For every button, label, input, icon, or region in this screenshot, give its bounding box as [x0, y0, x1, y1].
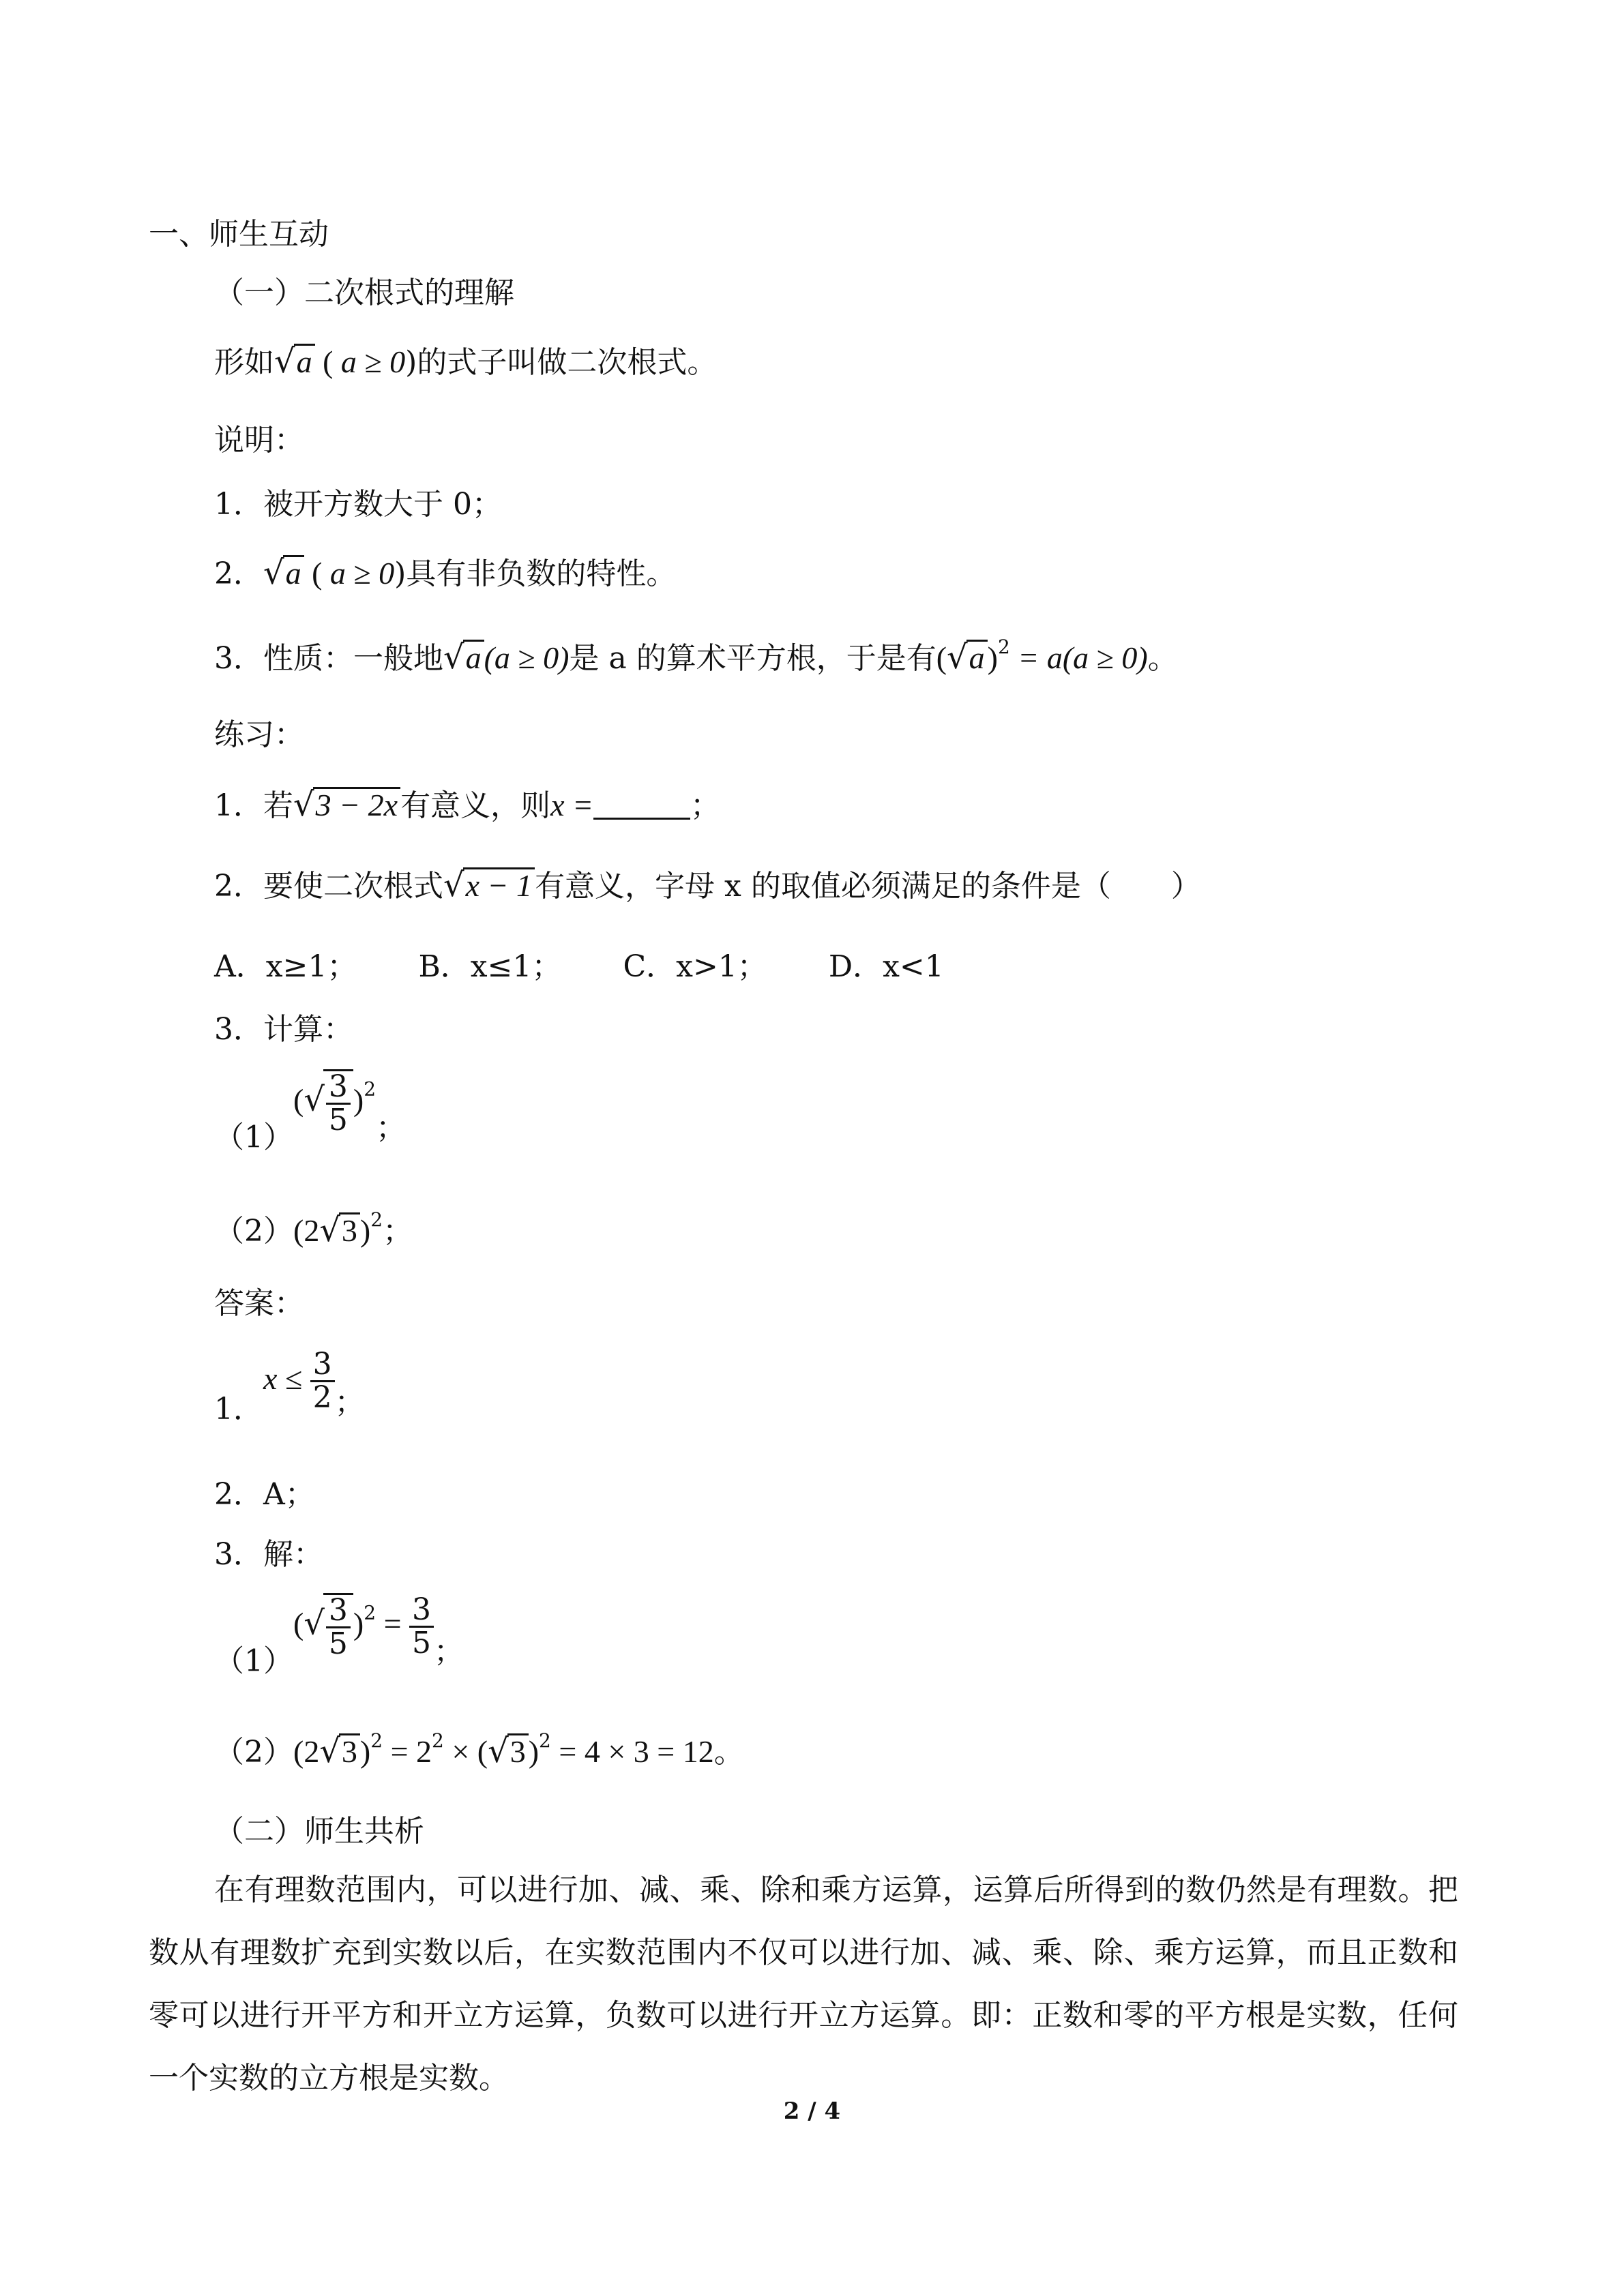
- note-label: 说明：: [214, 423, 304, 458]
- subsection-heading-2: （二）师生共析: [214, 1814, 424, 1849]
- note-1: 1．被开方数大于 0；: [214, 487, 502, 522]
- answer-2: 2．A；: [214, 1477, 315, 1512]
- practice-q3-part2: $(2)(2√3)^2$；: [214, 1208, 413, 1249]
- practice-q1: 1．若√3 − 2x有意义，则x = ；: [214, 786, 721, 824]
- answer-blank: [593, 788, 690, 820]
- answer-3: 3．解：: [214, 1537, 323, 1572]
- section-heading: 一、师生互动: [149, 217, 329, 252]
- practice-label: 练习：: [214, 717, 304, 752]
- option-c: C．x>1；: [623, 949, 767, 984]
- practice-q2: 2．要使二次根式√x − 1有意义，字母 x 的取值必须满足的条件是（ ）: [214, 866, 1201, 904]
- option-b: B．x≤1；: [418, 949, 562, 984]
- note-3: 3．性质：一般地√a(a ≥ 0)是 a 的算术平方根，于是有$(√a)^2 = a(a \ge 0)$。: [214, 636, 1178, 676]
- definition-line: 形如√a ( a ≥ 0)的式子叫做二次根式。: [214, 342, 718, 381]
- page-number: 2 / 4: [783, 2098, 841, 2125]
- answer-1: 1．x ≤ $\frac{3}{2}$ ；: [214, 1347, 365, 1427]
- option-d: D．x<1: [828, 949, 944, 984]
- answer-3-part2: $(2)(2√3)^2 = 2^2 \times (√3)^2 = 4 \times 3 = 12$。: [214, 1729, 744, 1770]
- answer-3-part1: （1）(√ $\frac{3}{5}$ )$^2$ = $\frac{3}{5}$ ；: [214, 1592, 464, 1679]
- answers-label: 答案：: [214, 1286, 304, 1321]
- practice-q3: 3．计算：: [214, 1012, 353, 1047]
- subsection-heading-1: （一）二次根式的理解: [214, 275, 514, 310]
- option-a: A．x≥1；: [214, 949, 357, 984]
- note-2: 2．√a ( a ≥ 0)具有非负数的特性。: [214, 554, 677, 592]
- practice-q2-options: [214, 949, 944, 985]
- practice-q3-part1: （1）(√ $\frac{3}{5}$ )$^2$；: [214, 1069, 407, 1155]
- analysis-paragraph: 在有理数范围内，可以进行加、减、乘、除和乘方运算，运算后所得到的数仍然是有理数。把数从有理数扩充到实数以后，在实数范围内不仅可以进行加、减、乘、除、乘方运算，而且正数和零可以进行开平方和开立方运算，负数可以进行开立方运算。即：正数和零的平方根是实数，任何一个实数的立方根是实数。: [149, 1873, 1458, 2096]
